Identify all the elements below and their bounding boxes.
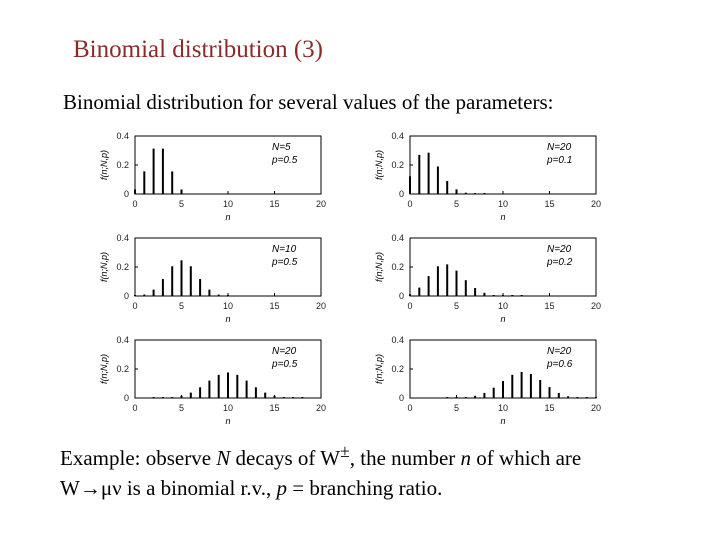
x-tick-label: 0 <box>132 403 138 413</box>
param-n-label: N=5 <box>272 142 291 153</box>
x-axis-label: n <box>500 212 506 222</box>
x-axis-label: n <box>225 314 231 324</box>
y-tick-label: 0.4 <box>391 131 404 141</box>
y-axis-label: f(n;N,p) <box>374 149 384 181</box>
param-n-label: N=20 <box>547 346 572 357</box>
x-tick-label: 20 <box>590 301 602 311</box>
y-tick-label: 0.4 <box>391 233 404 243</box>
slide-title: Binomial distribution (3) <box>73 36 323 63</box>
y-tick-label: 0.4 <box>116 335 129 345</box>
y-axis-label: f(n;N,p) <box>374 251 384 283</box>
y-tick-label: 0.4 <box>116 233 129 243</box>
y-tick-label: 0.2 <box>391 364 404 374</box>
x-axis-label: n <box>225 416 231 426</box>
x-tick-label: 20 <box>590 199 602 209</box>
x-tick-label: 5 <box>178 301 185 311</box>
x-tick-label: 10 <box>222 301 234 311</box>
chart-panel-3 <box>99 233 326 324</box>
x-tick-label: 20 <box>590 403 602 413</box>
y-axis-label: f(n;N,p) <box>99 251 109 283</box>
y-tick-label: 0 <box>398 189 404 199</box>
slide-subtitle: Binomial distribution for several values of the parameters: <box>63 90 554 114</box>
x-tick-label: 0 <box>132 301 138 311</box>
chart-panel-1 <box>99 131 326 222</box>
y-tick-label: 0.2 <box>116 160 129 170</box>
param-n-label: N=20 <box>547 142 572 153</box>
y-tick-label: 0.2 <box>116 364 129 374</box>
x-tick-label: 20 <box>315 199 327 209</box>
y-axis-label: f(n;N,p) <box>99 353 109 385</box>
x-tick-label: 5 <box>453 199 460 209</box>
param-p-label: p=0.6 <box>547 359 573 370</box>
example-text <box>60 436 581 503</box>
param-p-label: p=0.2 <box>547 257 573 268</box>
y-axis-label: f(n;N,p) <box>99 149 109 181</box>
x-axis-label: n <box>500 314 506 324</box>
chart-panel-5 <box>99 335 326 426</box>
x-tick-label: 5 <box>178 199 185 209</box>
x-tick-label: 10 <box>497 199 509 209</box>
param-p-label: p=0.5 <box>272 155 298 166</box>
x-tick-label: 0 <box>407 301 413 311</box>
x-tick-label: 0 <box>407 403 413 413</box>
y-tick-label: 0.2 <box>116 262 129 272</box>
x-tick-label: 15 <box>544 301 555 311</box>
param-p-label: p=0.5 <box>272 257 298 268</box>
param-n-label: N=20 <box>272 346 297 357</box>
chart-panel-6 <box>374 335 601 426</box>
example-line-1 <box>60 436 581 473</box>
y-axis-label: f(n;N,p) <box>374 353 384 385</box>
x-tick-label: 0 <box>132 199 138 209</box>
example-var-p: p <box>276 476 288 500</box>
y-tick-label: 0.4 <box>391 335 404 345</box>
example-var-n: n <box>460 446 472 470</box>
param-p-label: p=0.5 <box>272 359 298 370</box>
example-line-1-pre: Example: observe <box>60 446 217 470</box>
x-tick-label: 15 <box>269 403 280 413</box>
x-tick-label: 5 <box>453 403 460 413</box>
x-tick-label: 15 <box>544 199 555 209</box>
x-tick-label: 10 <box>497 403 509 413</box>
y-tick-label: 0 <box>123 189 129 199</box>
y-tick-label: 0.2 <box>391 262 404 272</box>
x-tick-label: 15 <box>269 199 280 209</box>
y-tick-label: 0 <box>398 393 404 403</box>
x-tick-label: 20 <box>315 301 327 311</box>
param-p-label: p=0.1 <box>547 155 573 166</box>
y-tick-label: 0.2 <box>391 160 404 170</box>
example-line-1-post: , the number <box>349 446 461 470</box>
chart-panel-2 <box>374 131 601 222</box>
x-tick-label: 10 <box>497 301 509 311</box>
y-tick-label: 0.4 <box>116 131 129 141</box>
example-line-2 <box>60 473 581 503</box>
example-var-N: N <box>216 446 231 470</box>
x-tick-label: 5 <box>178 403 185 413</box>
example-w-charge: ± <box>340 441 350 461</box>
example-line-1-mid: decays of W <box>230 446 341 470</box>
example-line-1-end: of which are <box>471 446 582 470</box>
y-tick-label: 0 <box>398 291 404 301</box>
example-line-2-post: = branching ratio. <box>287 476 443 500</box>
x-tick-label: 15 <box>269 301 280 311</box>
x-tick-label: 0 <box>407 199 413 209</box>
binomial-chart-grid <box>88 128 628 428</box>
x-tick-label: 15 <box>544 403 555 413</box>
y-tick-label: 0 <box>123 291 129 301</box>
param-n-label: N=10 <box>272 244 297 255</box>
x-tick-label: 10 <box>222 199 234 209</box>
param-n-label: N=20 <box>547 244 572 255</box>
x-axis-label: n <box>225 212 231 222</box>
x-axis-label: n <box>500 416 506 426</box>
x-tick-label: 5 <box>453 301 460 311</box>
chart-panel-4 <box>374 233 601 324</box>
y-tick-label: 0 <box>123 393 129 403</box>
example-line-2-pre: W→μν is a binomial r.v., <box>60 476 277 500</box>
x-tick-label: 10 <box>222 403 234 413</box>
x-tick-label: 20 <box>315 403 327 413</box>
